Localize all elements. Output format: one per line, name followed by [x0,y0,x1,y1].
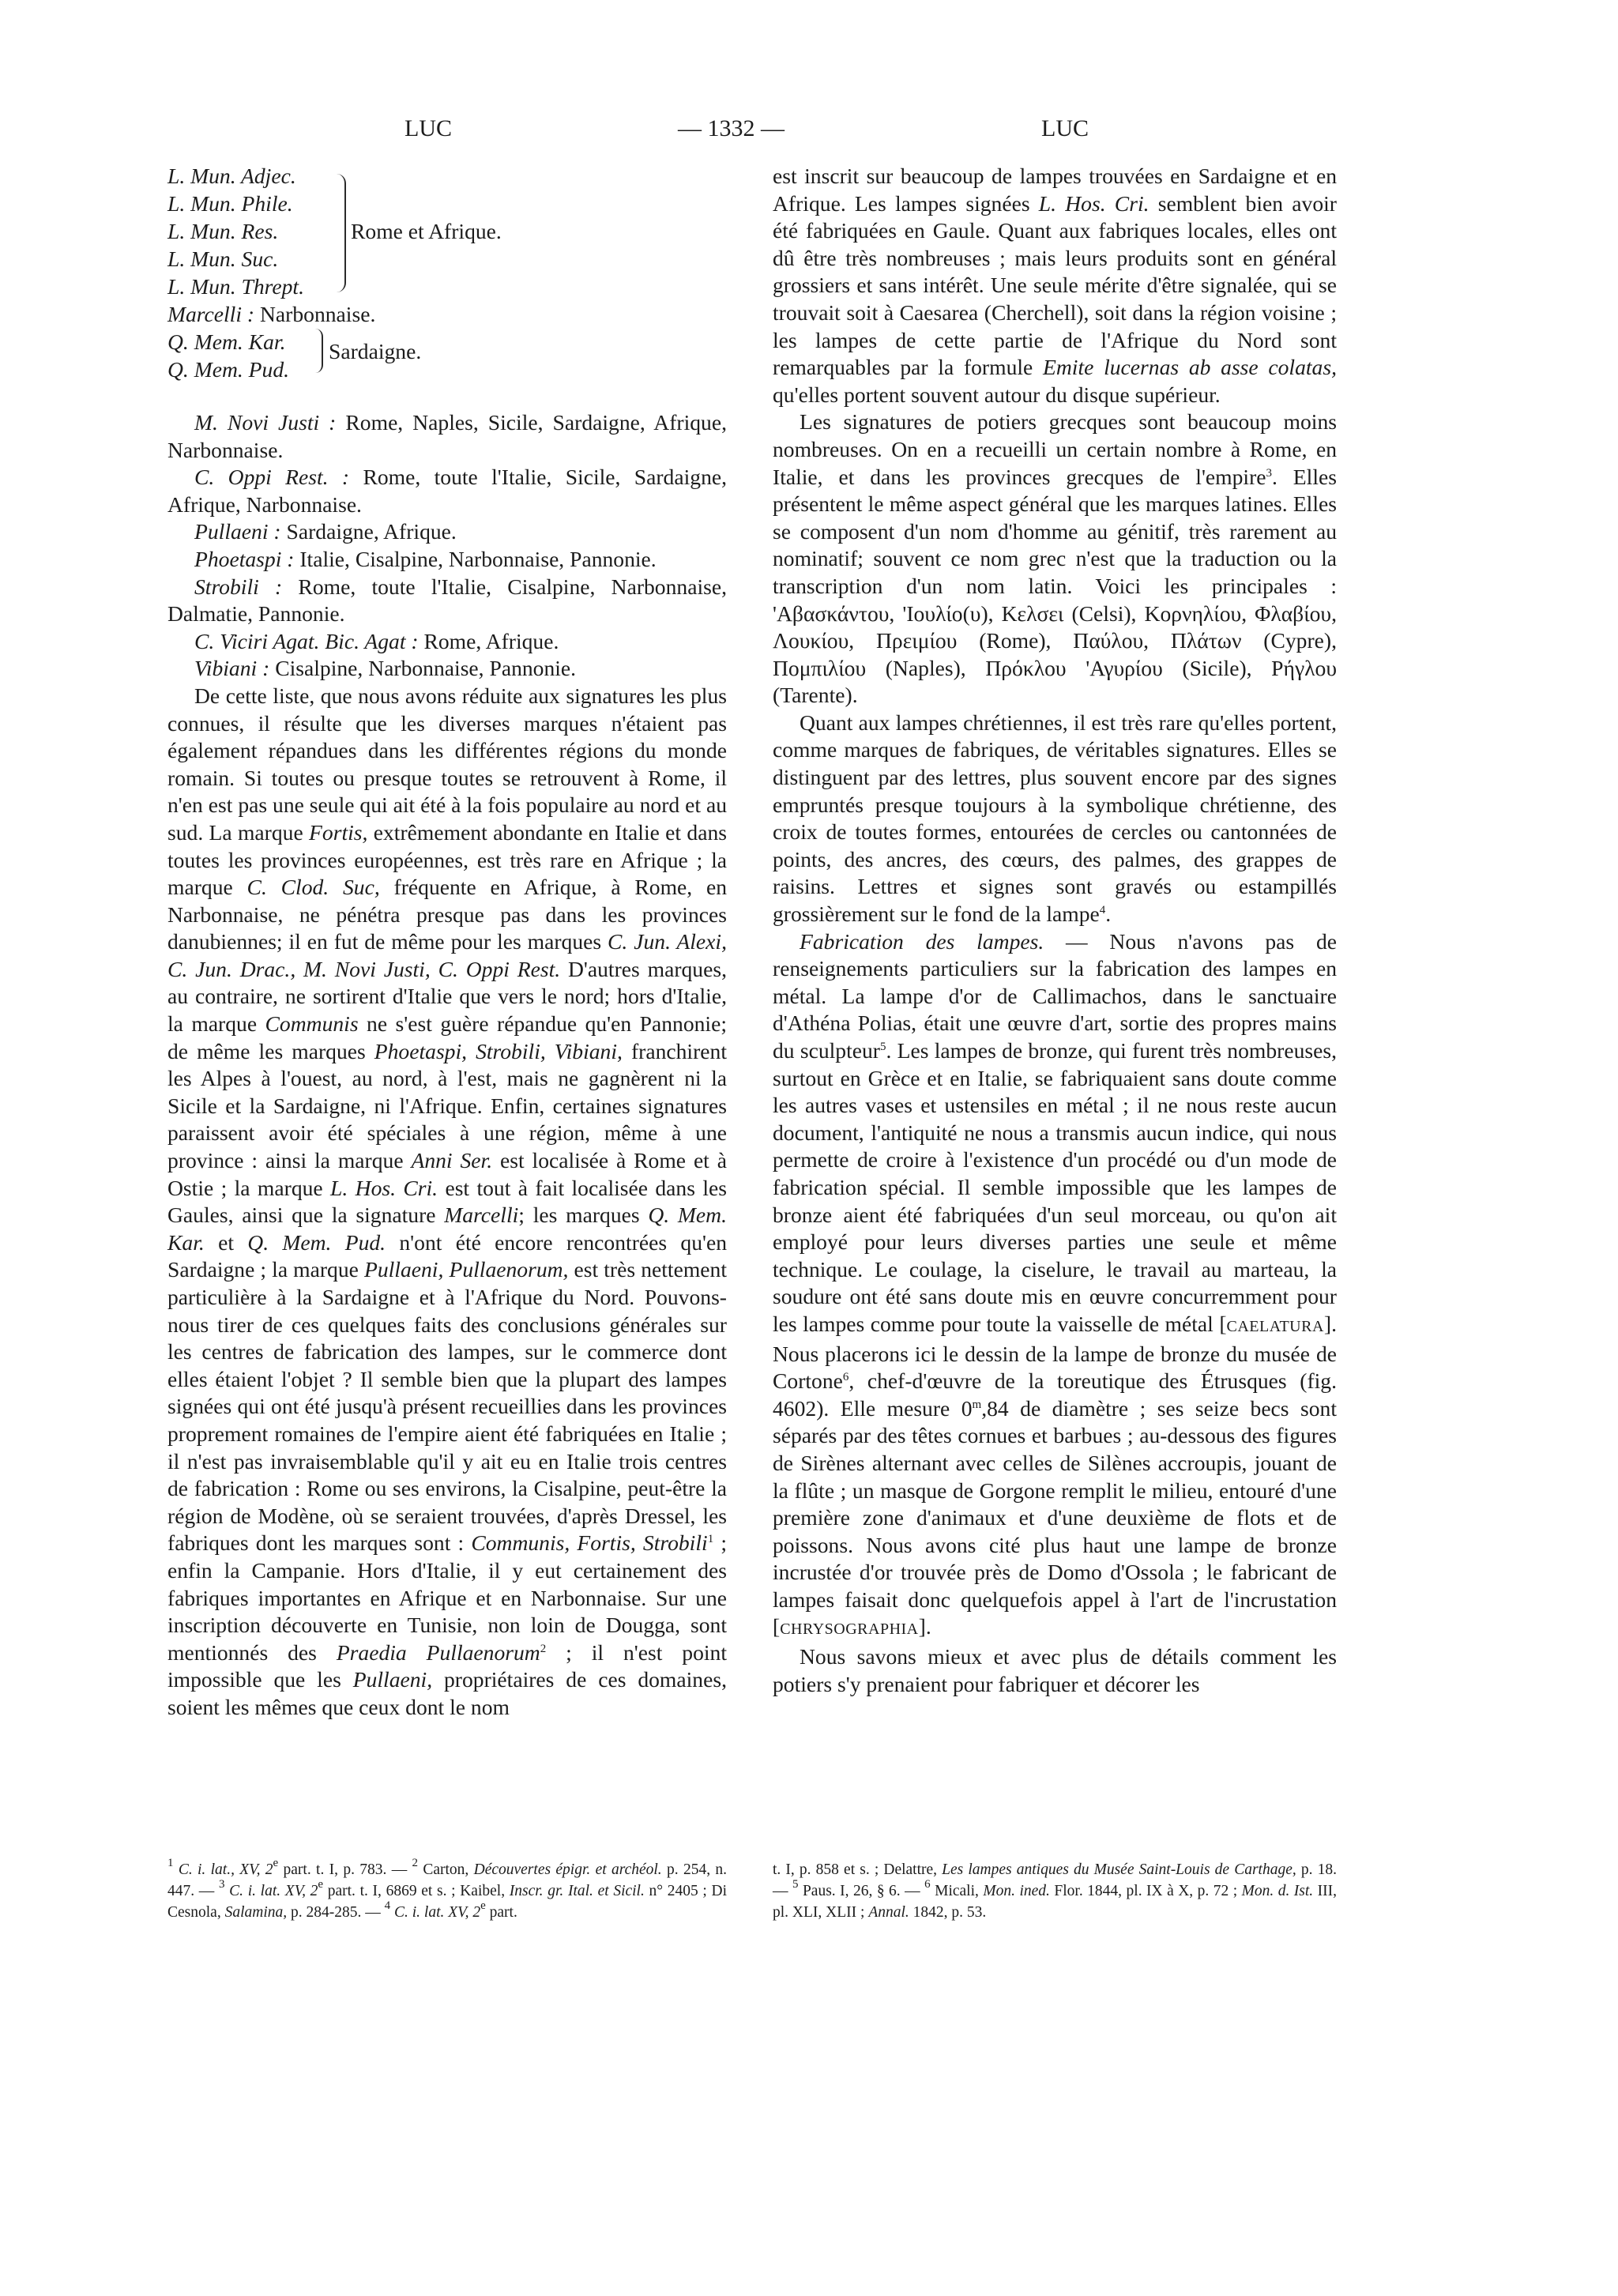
page-number: — 1332 — [678,115,785,141]
curly-brace [314,329,323,373]
list-item: L. Mun. Adjec. [167,164,296,188]
body-paragraph: Quant aux lampes chrétiennes, il est très rare qu'elles portent, comme marques de fabriques, de véritables signatures. Elles se distinguent par des lettres, plus souvent encore par des signes empruntés presque toujours à la symbolique chrétienne, des croix de toutes formes, entourées de cercles ou cantonnées de points, des ancres, des cœurs, des palmes, des grappes de raisins. Lettres et signes sont gravés ou estampillés grossièrement sur le fond de la lampe$^4$. [773,710,1337,927]
list-item: L. Mun. Res. [167,219,279,243]
list-row: Phoetaspi : Italie, Cisalpine, Narbonnaise, Pannonie. [194,546,657,571]
list-item: L. Mun. Phile. [167,191,293,216]
list-row: Pullaeni : Sardaigne, Afrique. [194,519,457,544]
list-item: L. Mun. Thrept. [167,274,304,299]
cross-reference: CHRYSOGRAPHIA [780,1620,919,1639]
footnotes-left: $^1$ C. i. lat., XV, 2e part. t. I, p. 783. — $^2$ Carton, Découvertes épigr. et archéol. p. 254, n. 447. — $^3$ C. i. lat. XV, 2e part. t. I, 6869 et s. ; Kaibel, Inscr. gr. Ital. et Sicil. n° 2405 ; Di Cesnola, Salamina, p. 284-285. — $^4$ C. i. lat. XV, 2e part. [167,1857,728,1921]
list-row: Vibiani : Cisalpine, Narbonnaise, Pannonie. [194,656,577,681]
footnotes-right: t. I, p. 858 et s. ; Delattre, Les lampes antiques du Musée Saint-Louis de Carthage, p. 18. — $^5$ Paus. I, 26, § 6. — $^6$ Micali, Mon. ined. Flor. 1844, pl. IX à X, p. 72 ; Mon. d. Ist. III, pl. XLI, XLII ; Annal. 1842, p. 53. [773,1861,1338,1921]
list-row: C. Viciri Agat. Bic. Agat : Rome, Afrique. [194,628,559,653]
list-row: C. Oppi Rest. : Rome, toute l'Italie, Sicile, Sardaigne, Afrique, Narbonnaise. [167,465,728,517]
footnote-ref: 4 [1099,904,1106,917]
list-item: L. Mun. Suc. [167,247,279,271]
cross-reference: CAELATURA [1226,1317,1324,1335]
brace-label: Rome et Afrique. [351,219,502,243]
section-heading: Fabrication des lampes. [800,928,1044,954]
signature-list-braced [167,163,727,409]
list-row: M. Novi Justi : Rome, Naples, Sicile, Sardaigne, Afrique, Narbonnaise. [167,410,727,462]
footnote-ref: 5 [879,1041,886,1053]
footnote-ref: 6 [842,1371,849,1384]
body-paragraph: De cette liste, que nous avons réduite aux signatures les plus connues, il résulte que les diverses marques n'étaient pas également répandues dans les différentes régions du monde romain. Si toutes ou presque toutes se retrouvent à Rome, il n'en est pas une seule qui ait été à la fois populaire au nord et au sud. La marque Fortis, extrêmement abondante en Italie et dans toutes les provinces européennes, est très rare en Afrique ; la marque C. Clod. Suc, fréquente en Afrique, à Rome, en Narbonnaise, ne pénétra presque pas dans les provinces danubiennes; il en fut de même pour les marques C. Jun. Alexi, C. Jun. Drac., M. Novi Justi, C. Oppi Rest. D'autres marques, au contraire, ne sortirent d'Italie que vers le nord; hors d'Italie, la marque Communis ne s'est guère répandue qu'en Pannonie; de même les marques Phoetaspi, Strobili, Vibiani, franchirent les Alpes à l'ouest, au nord, à l'est, mais ne gagnèrent ni la Sicile et la Sardaigne, ni l'Afrique. Enfin, certaines signatures paraissent avoir été spéciales à une région, même à une province : ainsi la marque Anni Ser. est localisée à Rome et à Ostie ; la marque L. Hos. Cri. est tout à fait localisée dans les Gaules, ainsi que la signature Marcelli; les marques Q. Mem. Kar. et Q. Mem. Pud. n'ont été encore rencontrées qu'en Sardaigne ; la marque Pullaeni, Pullaenorum, est très nettement particulière à la Sardaigne et à l'Afrique du Nord. Pouvons-nous tirer de ces quelques faits des conclusions générales sur les centres de fabrication des lampes, sur le commerce dont elles étaient l'objet ? Il semble bien que la plupart des lampes signées qui ont été jusqu'à présent recueillies dans les provinces proprement romaines de l'empire aient été fabriquées en Italie ; il n'est pas invraisemblable qu'il y ait eu en Italie trois centres de fabrication : Rome ou ses environs, la Cisalpine, peut-être la région de Modène, où se seraient trouvées, d'après Dressel, les fabriques dont les marques sont : Communis, Fortis, Strobili$^1$ ; enfin la Campanie. Hors d'Italie, il y eut certainement des fabriques importantes en Afrique et en Narbonnaise. Sur une inscription découverte en Tunisie, non loin de Dougga, sont mentionnés des Praedia Pullaenorum$^2$ ; il n'est point impossible que les Pullaeni, propriétaires de ces domaines, soient les mêmes que ceux dont le nom [167,683,728,1719]
body-paragraph: Les signatures de potiers grecques sont beaucoup moins nombreuses. On en a recueilli un certain nombre à Rome, en Italie, et dans les provinces grecques de l'empire$^3$. Elles présentent le même aspect général que les marques latines. Elles se composent d'un nom d'homme au génitif, très rarement au nominatif; souvent ce nom grec n'est que la traduction ou la transcription d'un nom latin. Voici les principales : 'Αβασκάντου, 'Ιουλίο(υ), Κελσει (Celsi), Κορνηλίου, Φλαβίου, Λουκίου, Πρειμίου (Rome), Παύλου, Πλάτων (Cypre), Πομπιλίου (Naples), Πρόκλου 'Αγυρίου (Sicile), Ρήγλου (Tarente). [773,409,1337,708]
left-column [167,163,727,1722]
list-item: Q. Mem. Pud. [167,357,290,382]
list-item: Q. Mem. Kar. [167,329,286,354]
list-item: Marcelli : Narbonnaise. [167,302,376,326]
footnote-ref: 1 [707,1533,714,1546]
footnote-ref: 2 [540,1642,547,1655]
footnote-ref: 3 [1266,466,1273,480]
brace-label: Sardaigne. [329,339,422,363]
header-left: LUC [404,115,452,141]
header-right: LUC [1041,115,1089,141]
body-paragraph: est inscrit sur beaucoup de lampes trouvées en Sardaigne et en Afrique. Les lampes signées L. Hos. Cri. semblent bien avoir été fabriquées en Gaule. Quant aux fabriques locales, elles ont dû être très nombreuses ; mais leurs produits sont en général grossiers et sans intérêt. Une seule mérite d'être signalée, qui se trouvait soit à Caesarea (Cherchell), soit dans la région voisine ; les lampes de cette partie de l'Afrique du Nord sont remarquables par la formule Emite lucernas ab asse colatas, qu'elles portent souvent autour du disque supérieur. [773,164,1337,407]
curly-brace [337,174,346,292]
right-column [773,163,1337,1698]
running-header [0,115,1618,147]
body-paragraph: Fabrication des lampes. — Nous n'avons pas de renseignements particuliers sur la fabrication des lampes en métal. La lampe d'or de Callimachos, dans le sanctuaire d'Athéna Polias, était une œuvre d'art, sortie des propres mains du sculpteur$^5$. Les lampes de bronze, qui furent très nombreuses, surtout en Grèce et en Italie, se fabriquaient sans doute comme les autres vases et ustensiles en métal ; il ne nous reste aucun document, l'antiquité ne nous a transmis aucun indice, qui nous permette de croire à l'existence d'un procédé ou d'un mode de fabrication spécial. Il semble impossible que les lampes de bronze aient été fabriquées d'un seul morceau, ou qu'on ait employé pour leurs diverses parties une seule et même technique. Le coulage, la ciselure, le travail au marteau, la soudure ont été sans doute mis en œuvre concurremment pour les lampes comme pour toute la vaisselle de métal [CAELATURA]. Nous placerons ici le dessin de la lampe de bronze du musée de Cortone$^6$, chef-d'œuvre de la toreutique des Étrusques (fig. 4602). Elle mesure 0$^m$,84 de diamètre ; ses seize becs sont séparés par des têtes cornues et barbues ; au-dessous des figures de Sirènes alternant avec celles de Silènes accroupis, jouant de la flûte ; un masque de Gorgone remplit le milieu, entouré d'une première zone d'animaux et d'une deuxième de flots et de poissons. Nous avons cité plus haut une lampe de bronze incrustée d'or trouvée près de Domo d'Ossola ; le fabricant de lampes faisait donc quelquefois appel à l'art de l'incrustation [CHRYSOGRAPHIA]. [773,928,1337,1639]
list-row: Strobili : Rome, toute l'Italie, Cisalpine, Narbonnaise, Dalmatie, Pannonie. [167,574,727,627]
body-paragraph: Nous savons mieux et avec plus de détails comment les potiers s'y prenaient pour fabriquer et décorer les [773,1644,1337,1696]
